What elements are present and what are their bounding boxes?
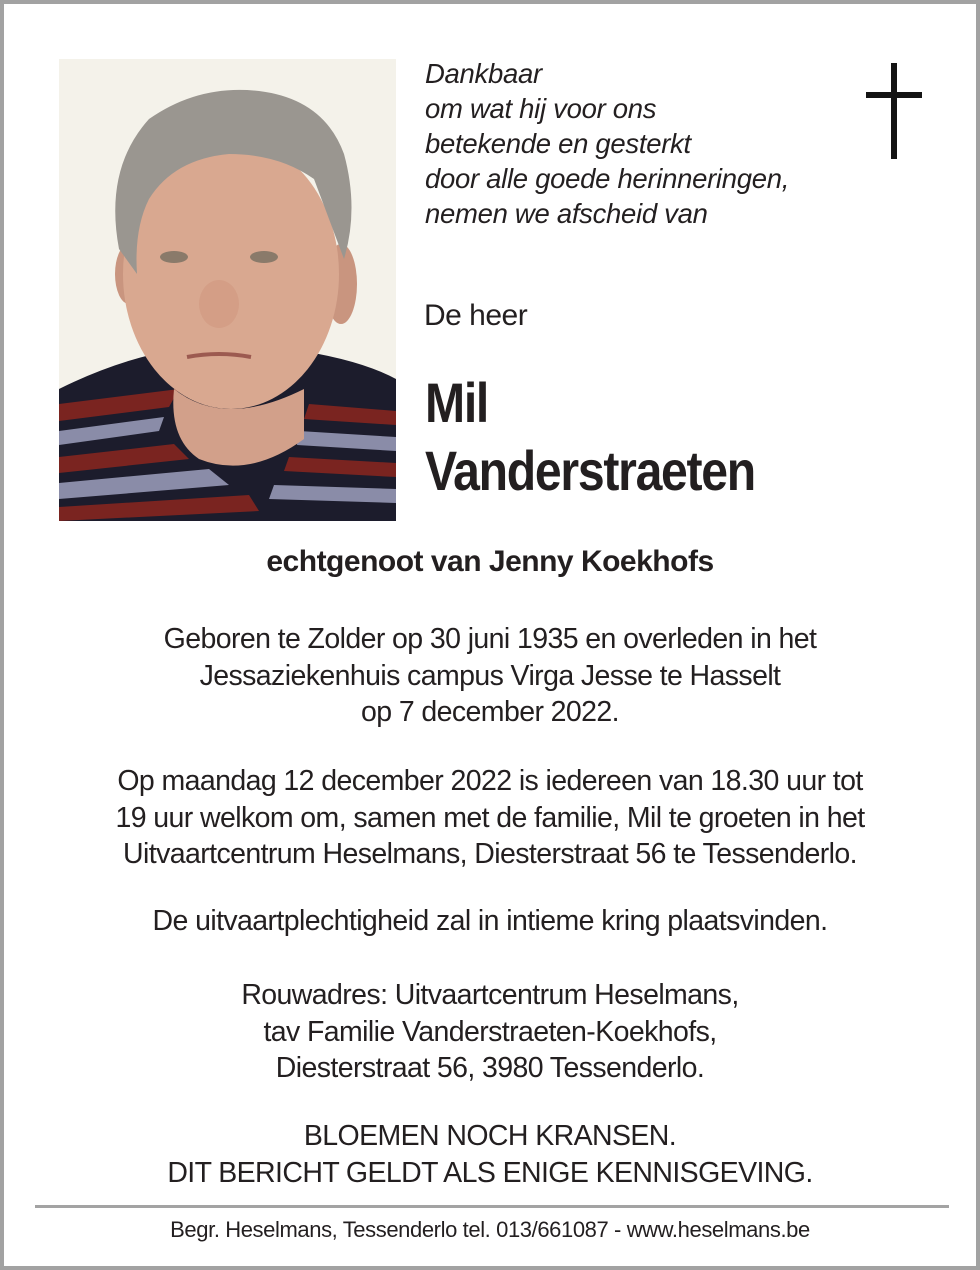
ceremony-paragraph [4, 903, 976, 940]
paragraph-line: 19 uur welkom om, samen met de familie, Mil te groeten in het [115, 801, 865, 834]
funeral-home-footer: Begr. Heselmans, Tessenderlo tel. 013/661087 - www.heselmans.be [170, 1217, 810, 1242]
closing-notice [4, 1118, 976, 1191]
spouse-line: echtgenoot van Jenny Koekhofs [266, 545, 714, 578]
first-name: Mil [425, 371, 489, 434]
paragraph-line: op 7 december 2022. [361, 696, 619, 728]
mourning-address [4, 977, 976, 1087]
visitation-paragraph [4, 763, 976, 873]
poem [425, 56, 789, 231]
poem-line: betekende en gesterkt [425, 128, 691, 159]
paragraph-line: De uitvaartplechtigheid zal in intieme kring plaatsvinden. [152, 905, 828, 937]
cross-vertical-bar [891, 63, 897, 159]
paragraph-line: Geboren te Zolder op 30 juni 1935 en overleden in het [163, 623, 817, 655]
birth-death-paragraph [4, 621, 976, 731]
poem-line: door alle goede herinneringen, [425, 163, 790, 194]
cross-horizontal-bar [866, 92, 922, 98]
portrait-image [59, 59, 396, 521]
deceased-name [425, 369, 755, 505]
paragraph-line: Op maandag 12 december 2022 is iedereen van 18.30 uur tot [117, 765, 863, 797]
last-name: Vanderstraeten [425, 439, 755, 502]
cross-icon [866, 63, 922, 159]
address-line: tav Familie Vanderstraeten-Koekhofs, [263, 1015, 717, 1048]
portrait-photo [59, 59, 396, 521]
closing-line: DIT BERICHT GELDT ALS ENIGE KENNISGEVING. [167, 1156, 813, 1189]
death-notice-card [4, 4, 976, 1266]
title-prefix: De heer [424, 299, 528, 332]
paragraph-line: Jessaziekenhuis campus Virga Jesse te Hasselt [199, 659, 781, 692]
address-line: Diesterstraat 56, 3980 Tessenderlo. [275, 1052, 705, 1084]
poem-line: om wat hij voor ons [425, 93, 657, 124]
paragraph-line: Uitvaartcentrum Heselmans, Diesterstraat 56 te Tessenderlo. [123, 838, 857, 870]
footer-divider [35, 1205, 949, 1208]
closing-line: BLOEMEN NOCH KRANSEN. [303, 1120, 677, 1152]
poem-line: nemen we afscheid van [425, 198, 708, 229]
address-line: Rouwadres: Uitvaartcentrum Heselmans, [241, 979, 739, 1011]
poem-line: Dankbaar [425, 58, 542, 89]
